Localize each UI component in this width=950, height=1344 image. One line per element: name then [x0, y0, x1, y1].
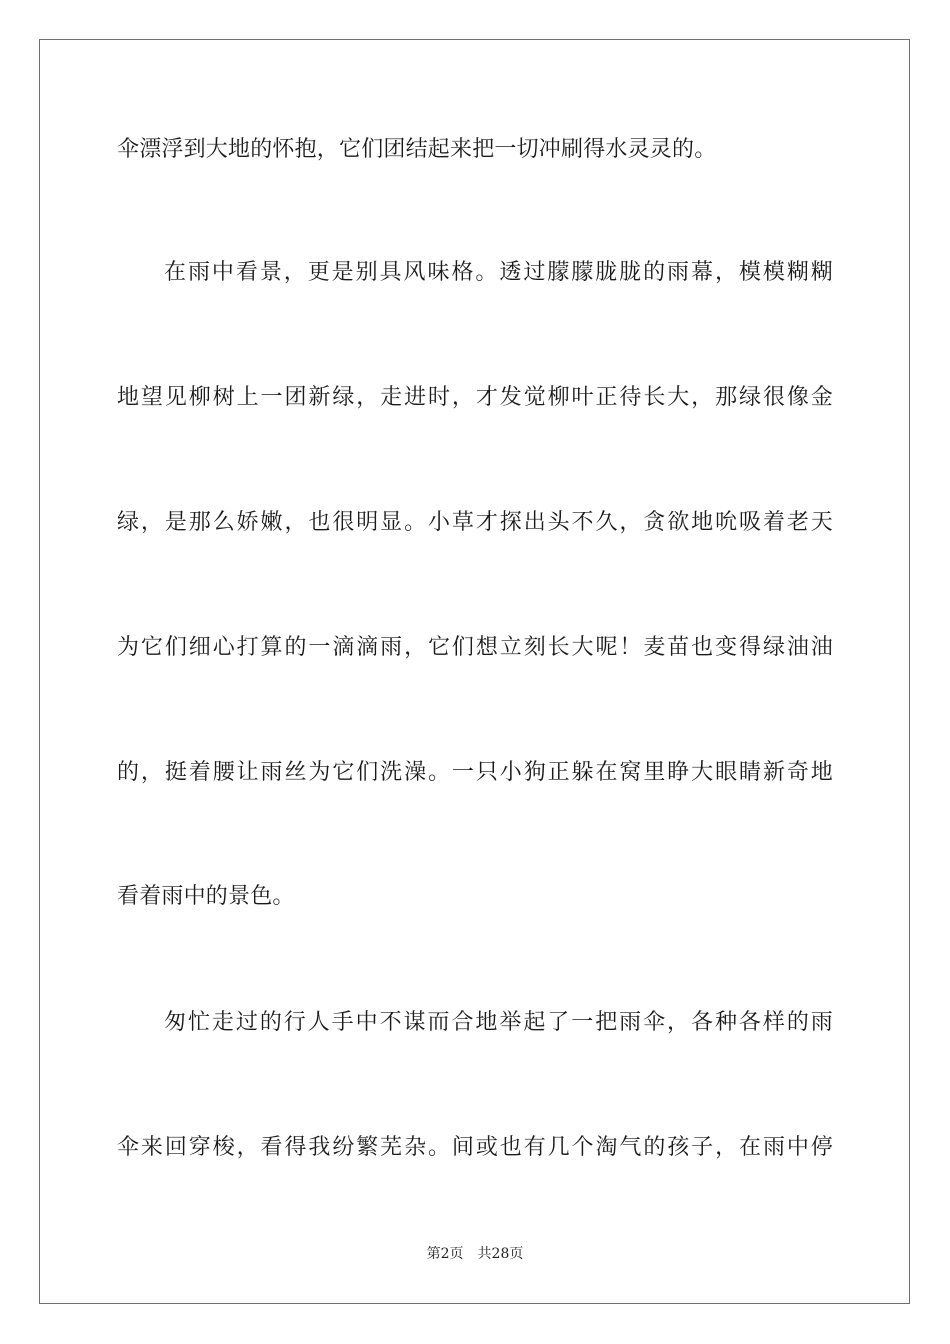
text-line-5: 为它们细心打算的一滴滴雨，它们想立刻长大呢！麦苗也变得绿油油 [117, 635, 833, 660]
page-number: 第2页 [426, 1246, 464, 1262]
text-line-7: 看着雨中的景色。 [117, 884, 295, 909]
text-line-4: 绿，是那么娇嫩，也很明显。小草才探出头不久，贪欲地吮吸着老天 [117, 510, 833, 535]
text-line-3: 地望见柳树上一团新绿，走进时，才发觉柳叶正待长大，那绿很像金 [117, 385, 833, 410]
text-line-8-paragraph-start: 匆忙走过的行人手中不谋而合地举起了一把雨伞，各种各样的雨 [164, 1010, 833, 1035]
page-total: 共28页 [477, 1246, 524, 1262]
text-line-6: 的，挺着腰让雨丝为它们洗澡。一只小狗正躲在窝里睁大眼睛新奇地 [117, 760, 833, 785]
text-line-2-paragraph-start: 在雨中看景，更是别具风味格。透过朦朦胧胧的雨幕，模模糊糊 [164, 260, 833, 285]
page-border [39, 39, 910, 1304]
text-line-1: 伞漂浮到大地的怀抱，它们团结起来把一切冲刷得水灵灵的。 [117, 137, 717, 162]
page-footer [0, 1244, 950, 1264]
text-line-9: 伞来回穿梭，看得我纷繁芜杂。间或也有几个淘气的孩子，在雨中停 [117, 1135, 833, 1160]
